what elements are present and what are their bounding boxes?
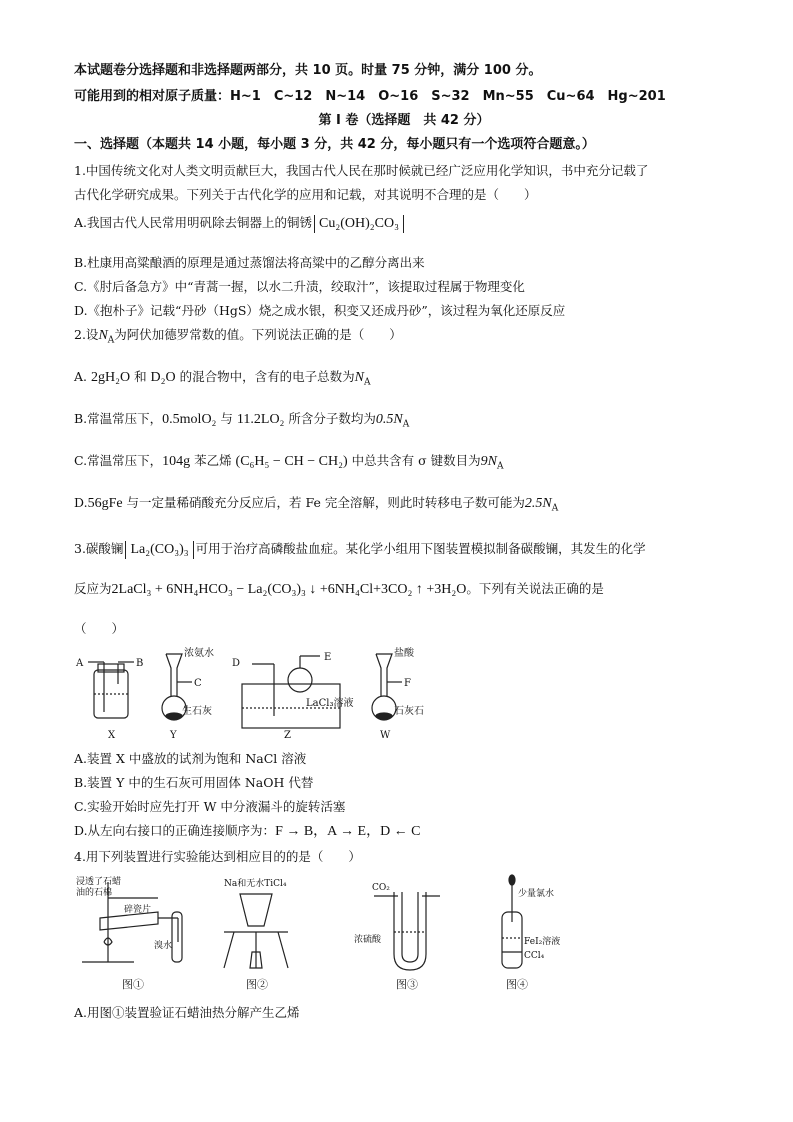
q3-stem-line3: （ ） [74, 621, 125, 636]
q3-stem1-suffix: 可用于治疗高磷酸盐血症。某化学小组用下图装置模拟制备碳酸镧，其发生的化学 [195, 541, 646, 556]
q3-stem2-suffix: 。下列有关说法正确的是 [466, 581, 604, 596]
q4-stem: 4.用下列装置进行实验能达到相应目的的是（ ） [74, 849, 361, 864]
q2-stem-prefix: 2.设 [74, 327, 99, 342]
fig1-label-4: 溴水 [154, 941, 173, 951]
q2-d-p2: 与一定量稀硝酸充分反应后，若 Fe 完全溶解，则此时转移电子数可能为 [122, 495, 525, 510]
caption-w: W [380, 730, 391, 741]
fig4-mid: FeI₂溶液 [524, 937, 561, 947]
label-y-top: 浓氨水 [184, 648, 214, 659]
apparatus-z [242, 656, 340, 728]
q3-stem-line2 [74, 580, 604, 599]
exam-info: 本试题卷分选择题和非选择题两部分，共 10 页。时量 75 分钟，满分 100 分。 [74, 63, 542, 78]
caption-fig4: 图④ [506, 978, 528, 991]
q3-reaction-equation: 2LaCl₃ + 6NH₄HCO₃ − La₂(CO₃)₃ ↓ +6NH₄Cl+3CO₂ ↑ +3H₂O [111, 582, 467, 597]
q3-stem1-prefix: 3.碳酸镧 [74, 541, 124, 556]
q2-c-formula2: (C₆H₅ − CH − CH₂) [235, 454, 348, 469]
q2-stem [74, 326, 402, 350]
q2-a-p2: 和 [130, 369, 151, 384]
q2-c-val: 9N [480, 454, 497, 469]
q2-c-p1: C.常温常压下， [74, 453, 163, 468]
part-title: 一、选择题（本题共 14 小题，每小题 3 分，共 42 分，每小题只有一个选项符合题意。） [74, 137, 595, 152]
q2-c-p2: 苯乙烯 [190, 453, 236, 468]
label-x-b: B [136, 658, 144, 669]
q2-a-formula1: 2gH₂O [90, 370, 131, 385]
label-w-bottom: 石灰石 [394, 706, 424, 717]
q3-option-c: C.实验开始时应先打开 W 中分液漏斗的旋转活塞 [74, 799, 346, 814]
q2-d-sub: A [551, 503, 559, 514]
q2-b-val: 0.5N [375, 412, 403, 427]
q2-a-na: N [354, 370, 364, 385]
caption-fig3: 图③ [396, 978, 418, 991]
q2-b-sub: A [402, 419, 410, 430]
q2-c-formula: 104g [162, 454, 191, 469]
fig3-co2: CO₂ [372, 883, 390, 893]
q2-b-p1: B.常温常压下， [74, 411, 163, 426]
label-z-solution: LaCl₃溶液 [306, 698, 354, 709]
q2-a-p1: A. [74, 369, 91, 384]
label-x-a: A [76, 658, 84, 669]
q3-stem1-formula: La₂(CO₃)₃ [125, 541, 193, 559]
q2-option-d [74, 494, 558, 518]
section-title: 第 I 卷（选择题 共 42 分） [318, 113, 490, 128]
q2-d-p1: D. [74, 495, 88, 510]
q1-option-c: C.《肘后备急方》中“青蒿一握，以水二升渍，绞取汁”，该提取过程属于物理变化 [74, 279, 525, 294]
q2-b-p2: 与 [216, 411, 237, 426]
caption-x: X [108, 730, 116, 741]
q1-option-b: B.杜康用高粱酿酒的原理是通过蒸馏法将高粱中的乙醇分离出来 [74, 255, 425, 270]
q3-stem2-prefix: 反应为 [74, 581, 112, 596]
fig1-label-2: 油的石棉 [76, 888, 113, 898]
q3-stem-line1 [74, 540, 646, 559]
q2-c-p3: 中总共含有 σ 键数目为 [347, 453, 481, 468]
q2-a-p3: 的混合物中，含有的电子总数为 [175, 369, 355, 384]
caption-fig2: 图② [246, 978, 268, 991]
q3-option-a: A.装置 X 中盛放的试剂为饱和 NaCl 溶液 [74, 751, 307, 766]
q3-d-text: D.从左向右接口的正确连接顺序为： [74, 823, 276, 838]
figure-2-apparatus [224, 894, 288, 968]
q1-option-a-text: A.我国古代人民常用明矾除去铜器上的铜锈 [74, 215, 313, 230]
fig4-bottom: CCl₄ [524, 951, 545, 961]
q2-a-nasub: A [363, 377, 371, 388]
q2-option-a [74, 368, 370, 392]
q2-b-formula: 0.5molO₂ [162, 412, 217, 427]
label-w-top: 盐酸 [394, 648, 414, 659]
q2-na-sub: A [107, 335, 115, 346]
q1-stem-line2: 古代化学研究成果。下列关于古代化学的应用和记载，对其说明不合理的是（ ） [74, 187, 537, 202]
atomic-mass-line: 可能用到的相对原子质量：H~1 C~12 N~14 O~16 S~32 Mn~55 Cu~64 Hg~201 [74, 89, 666, 104]
q2-d-formula: 56gFe [87, 496, 123, 511]
label-z-e: E [324, 652, 332, 663]
caption-fig1: 图① [122, 978, 144, 991]
q3-apparatus-figure [74, 644, 474, 744]
label-w-f: F [404, 678, 411, 689]
caption-z: Z [284, 730, 291, 741]
q1-option-d: D.《抱朴子》记载“丹砂（HgS）烧之成水银，积变又还成丹砂”，该过程为氧化还原反应 [74, 303, 566, 318]
q4-option-a: A.用图①装置验证石蜡油热分解产生乙烯 [74, 1005, 300, 1020]
q2-c-sub: A [496, 461, 504, 472]
fig4-top: 少量氯水 [518, 889, 555, 899]
q3-d-order: F → B，A → E，D ← C [275, 824, 421, 839]
q2-a-formula2: D₂O [150, 370, 176, 385]
q2-b-p3: 所含分子数均为 [284, 411, 376, 426]
fig2-label: Na和无水TiCl₄ [224, 879, 287, 889]
q3-option-b: B.装置 Y 中的生石灰可用固体 NaOH 代替 [74, 775, 314, 790]
q2-d-val: 2.5N [524, 496, 552, 511]
figure-3-apparatus [374, 892, 440, 970]
q2-option-b [74, 410, 409, 434]
q1-option-a [74, 214, 406, 233]
q3-option-d [74, 822, 421, 841]
q1-stem-line1: 1.中国传统文化对人类文明贡献巨大，我国古代人民在那时候就已经广泛应用化学知识，书中充分记载了 [74, 163, 649, 178]
fig3-acid: 浓硫酸 [354, 935, 382, 945]
fig1-label-3: 碎瓷片 [124, 905, 152, 915]
label-y-bottom: 生石灰 [182, 706, 212, 717]
apparatus-x [88, 662, 134, 718]
label-y-c: C [194, 678, 202, 689]
q4-apparatus-figure [74, 872, 594, 992]
label-z-d: D [232, 658, 241, 669]
q2-stem-suffix: 为阿伏加德罗常数的值。下列说法正确的是（ ） [114, 327, 402, 342]
q1-option-a-formula: Cu₂(OH)₂CO₃ [314, 215, 404, 233]
fig1-label-1: 浸透了石蜡 [76, 877, 122, 887]
q2-b-formula2: 11.2LO₂ [236, 412, 285, 427]
q2-option-c [74, 452, 503, 476]
caption-y: Y [170, 730, 177, 741]
q2-na-symbol: N [98, 328, 108, 343]
